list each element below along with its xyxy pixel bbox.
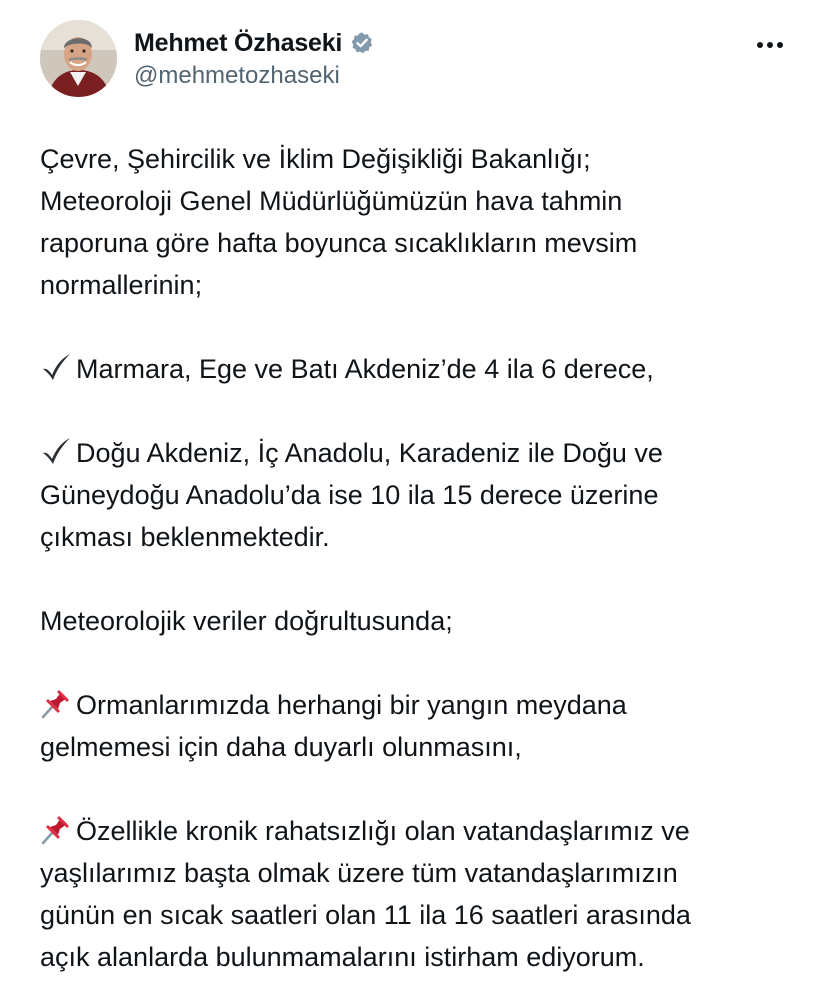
- text-line: günün en sıcak saatleri olan 11 ila 16 saatleri arasında: [40, 900, 691, 930]
- author-handle[interactable]: @mehmetozhaseki: [134, 62, 340, 89]
- more-horizontal-icon: [757, 42, 763, 48]
- tweet-header: [40, 20, 790, 100]
- text-line-wrap: [40, 810, 800, 852]
- more-horizontal-icon-dot: [777, 42, 783, 48]
- name-row: [134, 26, 374, 60]
- more-options-button[interactable]: [750, 30, 790, 60]
- text-line: açık alanlarda bulunmamalarını istirham ediyorum.: [40, 942, 645, 972]
- check-mark-icon: [40, 351, 72, 383]
- text-line-wrap: [40, 432, 800, 474]
- text-line-wrap: [40, 684, 800, 726]
- check-item-1: [40, 348, 800, 390]
- text-line: normallerinin;: [40, 270, 203, 300]
- text-line-wrap: [40, 348, 800, 390]
- pin-item-1: [40, 684, 800, 768]
- pin-item-2-text: Özellikle kronik rahatsızlığı olan vatandaşlarımız ve: [76, 816, 690, 846]
- more-horizontal-icon-dot: [767, 42, 773, 48]
- text-line: Meteorolojik veriler doğrultusunda;: [40, 606, 453, 636]
- author-display-name[interactable]: Mehmet Özhaseki: [134, 28, 343, 57]
- check-item-2-text: Doğu Akdeniz, İç Anadolu, Karadeniz ile Doğu ve: [76, 438, 663, 468]
- verified-badge-icon: [350, 31, 374, 55]
- text-line: gelmemesi için daha duyarlı olunmasını,: [40, 732, 522, 762]
- text-line: raporuna göre hafta boyunca sıcaklıkların mevsim: [40, 228, 638, 258]
- author-block: [134, 26, 374, 90]
- text-line: yaşlılarımız başta olmak üzere tüm vatandaşlarımızın: [40, 858, 678, 888]
- meteo-paragraph: [40, 600, 800, 642]
- pushpin-icon: [40, 813, 72, 845]
- text-line: Çevre, Şehircilik ve İklim Değişikliği Bakanlığı;: [40, 144, 591, 174]
- pin-item-2: [40, 810, 800, 978]
- check-mark-icon: [40, 435, 72, 467]
- check-item-1-text: Marmara, Ege ve Batı Akdeniz’de 4 ila 6 derece,: [76, 354, 654, 384]
- text-line: çıkması beklenmektedir.: [40, 522, 330, 552]
- pin-item-1-text: Ormanlarımızda herhangi bir yangın meydana: [76, 690, 627, 720]
- text-line: Güneydoğu Anadolu’da ise 10 ila 15 derece üzerine: [40, 480, 659, 510]
- pushpin-icon: [40, 687, 72, 719]
- check-item-2: [40, 432, 800, 558]
- text-line: Meteoroloji Genel Müdürlüğümüzün hava tahmin: [40, 186, 623, 216]
- intro-paragraph: [40, 138, 800, 306]
- tweet-text: [40, 138, 800, 978]
- avatar[interactable]: [40, 20, 117, 97]
